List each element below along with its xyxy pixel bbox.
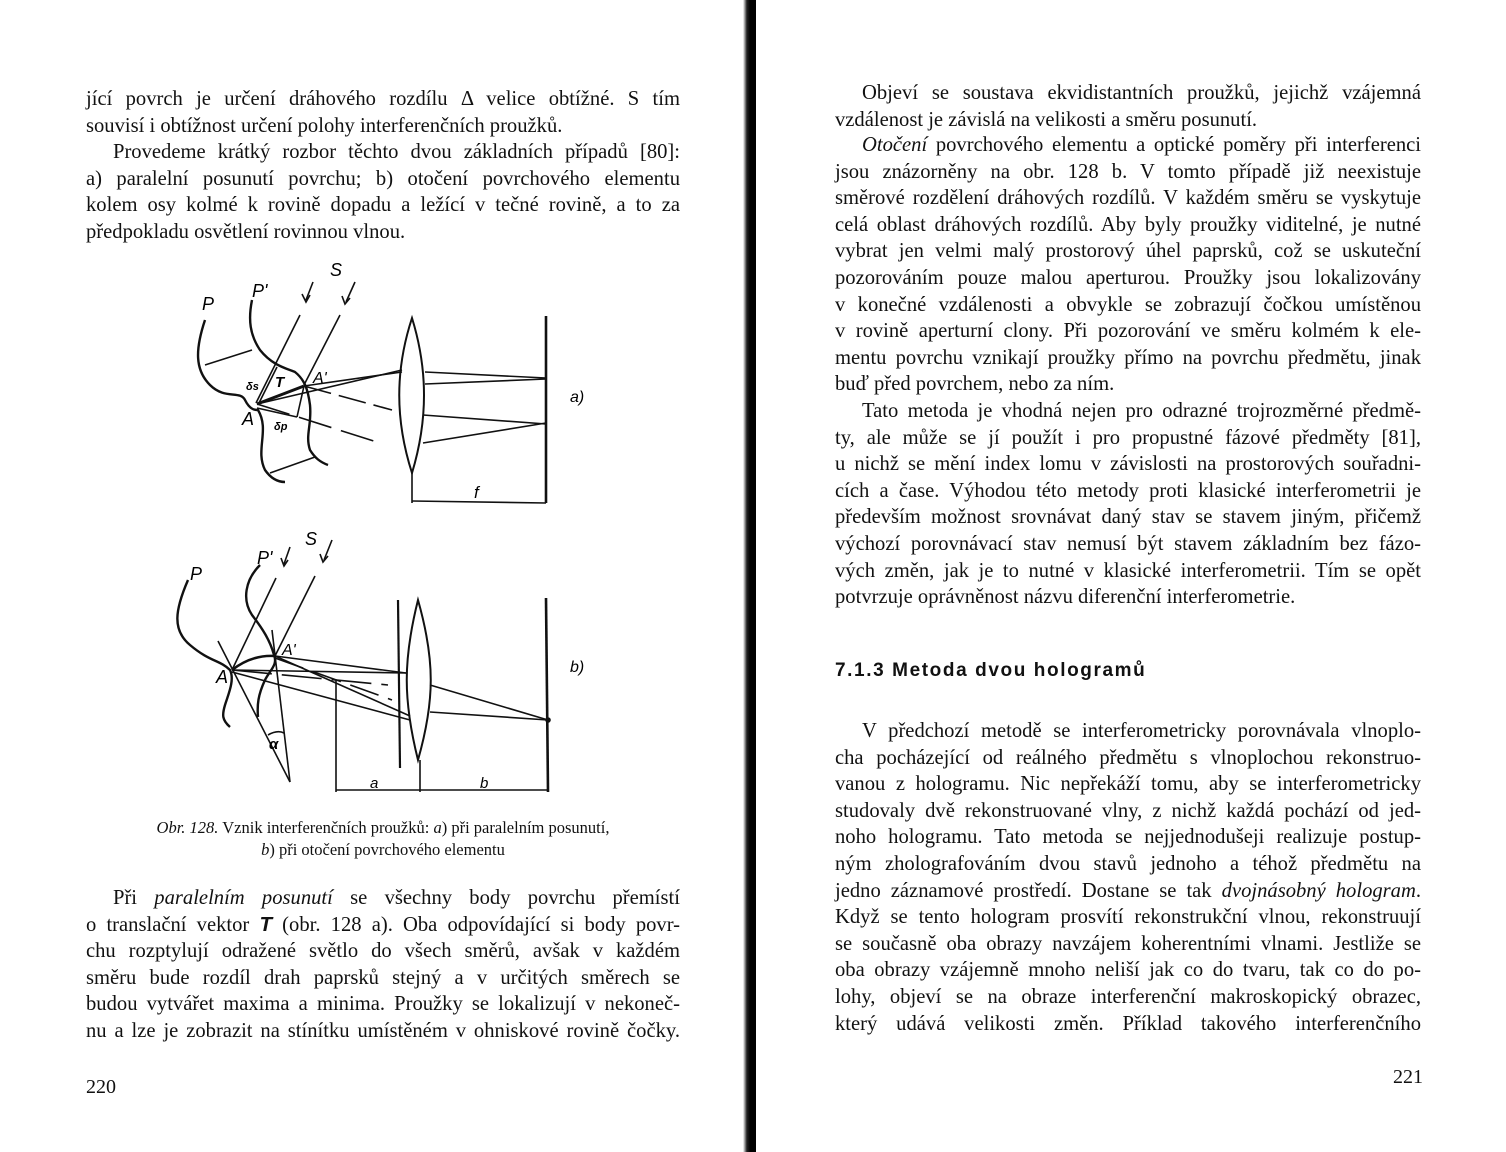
- caption-text: Vznik interferenčních proužků:: [218, 818, 434, 837]
- panel-label-b: b): [570, 659, 585, 676]
- text-line: směru bude rozdíl drah paprsků stejný a v určitých směrech se: [86, 966, 680, 989]
- book-spine: [743, 0, 756, 1152]
- label-a-distance: a: [370, 775, 379, 792]
- text-line: budou vytvářet maxima a minima. Proužky se lokalizují v nekoneč-: [86, 993, 680, 1016]
- text-line: [835, 878, 1421, 905]
- text-line: potvrzuje oprávněnost názvu diferenční interferometrie.: [835, 586, 1296, 609]
- right-paragraph-3: [835, 398, 1421, 611]
- label-delta-p: δp: [274, 421, 288, 433]
- figure-128-a: [180, 260, 600, 520]
- text-line: celá oblast dráhových rozdílů. Aby byly proužky viditelné, je nutné: [835, 213, 1421, 236]
- text-line: předpokladu osvětlení rovinnou vlnou.: [86, 220, 406, 243]
- text-line: nu a lze je zobrazit na stínítku umístěném v ohniskové rovině čočky.: [86, 1019, 680, 1042]
- text-line: Objeví se soustava ekvidistantních proužků, jejichž vzájemná: [862, 82, 1421, 104]
- caption-a: a: [433, 818, 442, 837]
- text-line: výchozí porovnávací stav nemusí být stavem základním bez fázo-: [835, 532, 1421, 555]
- text-line: kolem osy kolmé k rovině dopadu a ležící v tečné rovině, a to za: [86, 194, 680, 217]
- label-a: A: [242, 409, 255, 429]
- section-heading: 7.1.3 Metoda dvou hologramů: [835, 660, 1147, 681]
- text-line: mentu povrchu vznikají proužky přímo na povrchu předmětu, jinak: [835, 346, 1421, 369]
- italic-term: dvojnásobný hologram: [1221, 879, 1416, 902]
- lens: [399, 318, 424, 473]
- text-line: noho hologramu. Tato metoda se nejjednodušeji realizuje postup-: [835, 826, 1421, 849]
- text-line: vzdálenost je závislá na velikosti a směru posunutí.: [835, 108, 1258, 131]
- text-line: studovaly dvě rekonstruované vlny, z nichž každá pochází od jed-: [835, 799, 1421, 822]
- lens: [407, 600, 431, 760]
- text-line: a) paralelní posunutí povrchu; b) otočení povrchového elementu: [86, 167, 680, 190]
- text-span: se všechny body povrchu přemístí: [332, 887, 680, 909]
- text-line: buď před povrchem, nebo za ním.: [835, 373, 1115, 396]
- caption-text: ) při otočení povrchového elementu: [269, 840, 505, 859]
- caption-b: b: [261, 840, 270, 859]
- text-line: Tato metoda je vhodná nejen pro odrazné trojrozměrné předmě-: [862, 400, 1421, 422]
- label-p-prime: P': [252, 281, 268, 301]
- left-page: [0, 0, 745, 1152]
- text-line: ným zholografováním dvou stavů jednoho a téhož předmětu na: [835, 852, 1421, 875]
- text-line: cích a čase. Výhodou této metody proti klasické interferometrii je: [835, 479, 1421, 502]
- label-p: P: [190, 564, 203, 584]
- page-number-left: 220: [86, 1076, 116, 1098]
- text-line: ty, ale může se jí použít i pro propustné fázové předměty [81],: [835, 426, 1421, 449]
- text-span: Při: [113, 887, 155, 909]
- text-line: pozorováním pouze malou aperturou. Proužky jsou lokalizovány: [835, 266, 1421, 289]
- label-a: A: [216, 667, 229, 687]
- left-paragraph-1: [86, 86, 680, 139]
- label-f: f: [474, 483, 479, 502]
- text-line: jící povrch je určení dráhového rozdílu Δ velice obtížné. S tím: [86, 88, 680, 110]
- text-line: Když se tento hologram prosvítí rekonstrukční vlnou, rekonstruují: [835, 906, 1421, 929]
- text-line: [86, 912, 680, 939]
- caption-line-2: [86, 839, 680, 861]
- caption-label: Obr. 128.: [156, 818, 219, 837]
- text-line: vých změn, jak je to nutné v klasické interferometrii. Tím se opět: [835, 559, 1421, 582]
- text-line: V předchozí metodě se interferometricky porovnávala vlnoplo-: [862, 720, 1421, 742]
- text-line: cha pocházející od reálného předmětu s vlnoplochou rekonstruo-: [835, 746, 1421, 769]
- right-paragraph-1: [835, 80, 1421, 133]
- text-span: povrchového elementu a optické poměry při interferenci: [927, 134, 1421, 156]
- text-line: v rovině aperturní clony. Při pozorování ve směru kolmém k ele-: [835, 320, 1421, 343]
- label-a-prime: A': [313, 370, 327, 387]
- text-line: Provedeme krátký rozbor těchto dvou základních případů [80]:: [113, 141, 680, 163]
- label-s: S: [330, 260, 343, 280]
- text-line: vanou z hologramu. Nic nepřekáží tomu, aby se interferometricky: [835, 773, 1421, 796]
- label-a-prime: A': [282, 642, 296, 659]
- label-alpha: α: [269, 736, 279, 753]
- text-line: který udává velikosti změn. Příklad takového interferenčního: [835, 1012, 1421, 1035]
- text-line: vybrat jen velmi malý prostorový úhel paprsků, což se uskuteční: [835, 240, 1421, 263]
- aperture-stop: [398, 600, 400, 768]
- figure-128-b: [160, 520, 600, 800]
- text-span: jedno záznamové prostředí. Dostane se tak: [835, 879, 1222, 902]
- italic-term: paralelním posunutí: [154, 887, 333, 909]
- label-p: P: [202, 294, 215, 314]
- label-t: T: [275, 374, 285, 391]
- text-line: oba obrazy vzájemně mnoho neliší jak co do tvaru, tak co do po-: [835, 959, 1421, 982]
- text-span: .: [1415, 879, 1422, 902]
- right-page: [757, 0, 1506, 1152]
- label-p-prime: P': [257, 548, 273, 568]
- text-line: u nichž se mění index lomu v závislosti na prostorových souřadni-: [835, 453, 1421, 476]
- label-delta-s: δs: [246, 381, 259, 393]
- text-line: směrové rozdělení dráhových rozdílů. V každém směru se vyskytuje: [835, 187, 1421, 210]
- text-line: především možnost srovnávat daný stav se stavem jiným, přičemž: [835, 506, 1421, 529]
- right-paragraph-4: [835, 718, 1421, 1037]
- text-line: se současně oba obrazy navzájem koherentními vlnami. Jestliže se: [835, 932, 1421, 955]
- text-line: jsou znázorněny na obr. 128 b. V tomto případě již neexistuje: [835, 160, 1421, 183]
- label-s: S: [305, 529, 318, 549]
- panel-label-a: a): [570, 389, 585, 406]
- page-number-right: 221: [1393, 1066, 1423, 1088]
- text-line: v konečné vzdálenosti a obvykle se zobrazují čočkou umístěnou: [835, 293, 1421, 316]
- label-b-distance: b: [480, 775, 489, 792]
- figure-caption: [86, 817, 680, 861]
- left-paragraph-2: [86, 139, 680, 245]
- caption-line-1: [86, 817, 680, 839]
- text-line: [86, 885, 680, 912]
- italic-term: Otočení: [862, 134, 928, 156]
- left-paragraph-3: [86, 885, 680, 1045]
- text-line: chu rozptylují odražené světlo do všech směrů, avšak v každém: [86, 940, 680, 963]
- text-line: souvisí i obtížnost určení polohy interferenčních proužků.: [86, 114, 563, 137]
- text-line: [835, 132, 1421, 159]
- text-span: (obr. 128 a). Oba odpovídající si body povr-: [272, 913, 681, 936]
- text-span: o translační vektor: [86, 913, 260, 936]
- screen: [546, 598, 548, 792]
- right-paragraph-2: [835, 132, 1421, 398]
- text-line: lohy, objeví se na obraze interferenční makroskopický obrazec,: [835, 985, 1421, 1008]
- caption-text: ) při paralelním posunutí,: [441, 818, 610, 837]
- vector-symbol: T: [259, 912, 273, 936]
